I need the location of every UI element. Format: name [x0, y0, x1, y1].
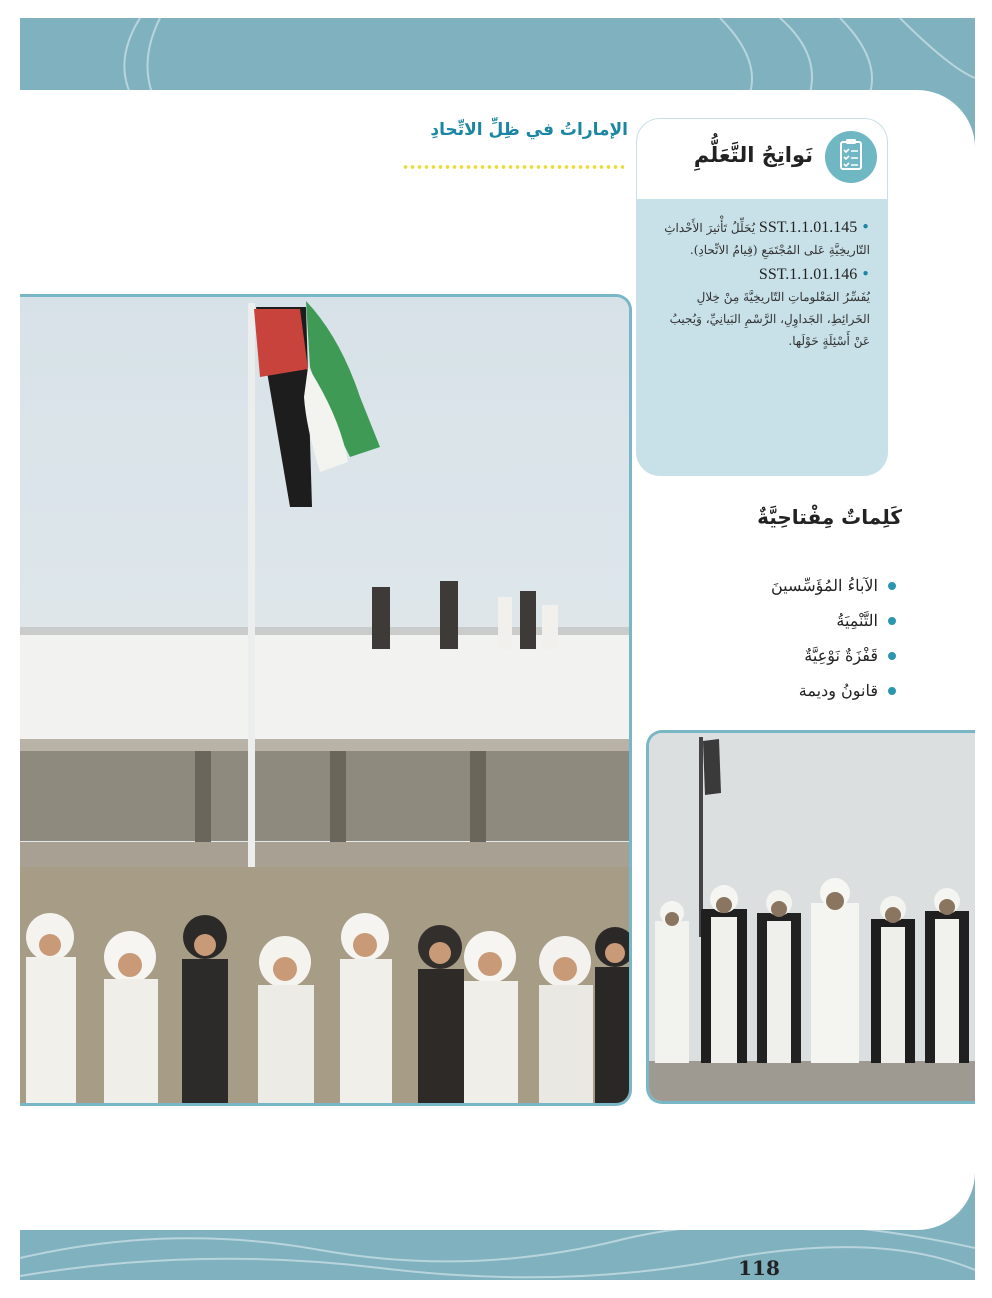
- outcome-text: يُفَسِّرُ المَعْلوماتِ التّاريخِيَّةَ مِنْ خِلالِ الخَرائِطِ، الجَداوِلِ، الرَّسْمِ البَيانِيِّ، وَيُجيبُ عَنْ أَسْئِلَةٍ حَوْلَها.: [669, 290, 870, 348]
- keywords-list: [771, 568, 896, 708]
- bullet-icon: [888, 617, 896, 625]
- outcome-code: SST.1.1.01.146: [758, 266, 858, 283]
- learning-outcome-item: [652, 263, 870, 352]
- bullet-icon: •: [861, 218, 870, 236]
- keyword-item: [771, 673, 896, 708]
- keyword-item: [771, 568, 896, 603]
- learning-outcomes-box: [636, 118, 888, 476]
- founding-fathers-illustration: [649, 733, 975, 1101]
- keyword-text: التَّنْمِيَةُ: [836, 611, 878, 630]
- learning-outcomes-title: نَواتِجُ التَّعَلُّمِ: [693, 143, 813, 167]
- keyword-item: [771, 603, 896, 638]
- main-photo-flag-ceremony: [20, 294, 632, 1106]
- clipboard-checklist-icon: [825, 131, 877, 183]
- bullet-icon: •: [861, 265, 870, 283]
- side-photo-founding-fathers: [646, 730, 975, 1104]
- bullet-icon: [888, 687, 896, 695]
- learning-outcome-item: [652, 216, 870, 261]
- keyword-text: قَفْزَةٌ نَوْعِيَّةٌ: [804, 646, 878, 665]
- keywords-title: كَلِماتٌ مِفْتاحِيَّةٌ: [757, 505, 902, 529]
- keyword-text: الآباءُ المُؤَسِّسينَ: [770, 576, 878, 595]
- bullet-icon: [888, 652, 896, 660]
- page-number: 118: [738, 1256, 780, 1280]
- learning-outcomes-header: [636, 118, 888, 200]
- lesson-subtitle: الإماراتُ في ظِلِّ الاتِّحادِ: [430, 120, 628, 140]
- flag-ceremony-illustration: [20, 297, 632, 1106]
- keyword-text: قانونُ وديمة: [798, 681, 878, 700]
- outcome-text: يُحَلِّلُ تَأْثيرَ الأَحْداثِ التّاريخِيَّةِ عَلى المُجْتَمَعِ (قِيامُ الاتِّحادِ).: [664, 221, 870, 257]
- keyword-item: [771, 638, 896, 673]
- dotted-underline: [402, 164, 624, 170]
- outcome-code: SST.1.1.01.145: [758, 219, 858, 236]
- bullet-icon: [888, 582, 896, 590]
- learning-outcomes-list: [652, 216, 870, 354]
